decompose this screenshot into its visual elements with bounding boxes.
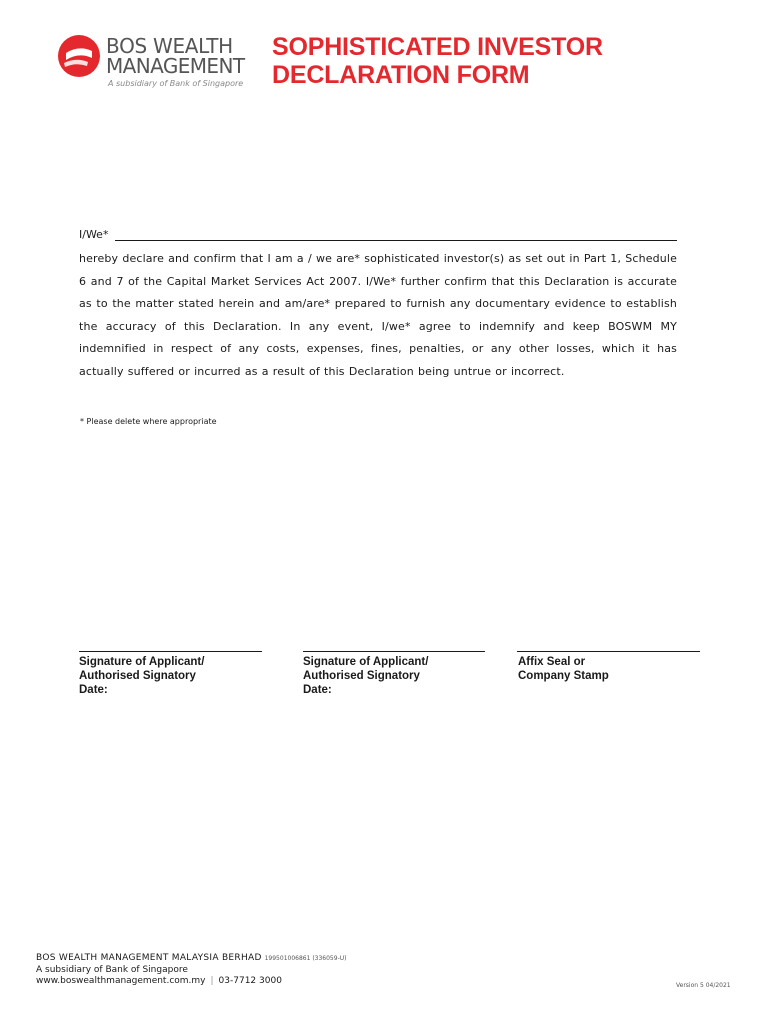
- delete-footnote: * Please delete where appropriate: [80, 417, 217, 426]
- footer-phone: 03-7712 3000: [218, 976, 282, 986]
- stamp-label: Company Stamp: [518, 670, 609, 682]
- logo-text-line2: MANAGEMENT: [106, 54, 245, 78]
- footer-company-row: [36, 953, 346, 965]
- signature-line-2[interactable]: [303, 651, 485, 652]
- company-stamp-block: [518, 655, 609, 683]
- signature-line-1[interactable]: [79, 651, 262, 652]
- company-logo: [56, 32, 256, 92]
- footer-subsidiary: A subsidiary of Bank of Singapore: [36, 964, 188, 975]
- logo-text-line1: BOS WEALTH: [106, 34, 233, 58]
- version-label: Version 5 04/2021: [676, 982, 731, 989]
- footer-website-link[interactable]: www.boswealthmanagement.com.my: [36, 976, 206, 986]
- logo-tagline: A subsidiary of Bank of Singapore: [108, 79, 244, 88]
- title-line2: DECLARATION FORM: [272, 61, 530, 89]
- signatory-label: Authorised Signatory: [303, 670, 420, 682]
- declaration-text: hereby declare and confirm that I am a / we are* sophisticated investor(s) as set out in Part 1, Schedule 6 and 7 of the Capital Market Services Act 2007. I/We* further confirm that this Declaration is accurate as to the matter stated herein and am/are* prepared to furnish any documentary evidence to establish the accuracy of this Declaration. In any event, I/we* agree to indemnify and keep BOSWM MY indemnified in respect of any costs, expenses, fines, penalties, or any other losses, which it has actually suffered or incurred as a result of this Declaration being untrue or incorrect.: [79, 252, 677, 378]
- bos-logo-mark-icon: [56, 33, 102, 79]
- title-line1: SOPHISTICATED INVESTOR: [272, 33, 603, 61]
- footer-registration: 199501006861 (336059-U): [264, 955, 347, 962]
- signatory-label: Authorised Signatory: [79, 670, 196, 682]
- footer-contact-row: [36, 976, 346, 988]
- signature-label: Signature of Applicant/: [79, 656, 205, 668]
- footer-company-name: BOS WEALTH MANAGEMENT MALAYSIA BERHAD: [36, 953, 262, 963]
- signature-label: Signature of Applicant/: [303, 656, 429, 668]
- declarant-prefix: I/We*: [79, 228, 109, 241]
- company-stamp-line[interactable]: [517, 651, 700, 652]
- page-footer: [36, 953, 346, 988]
- page-title: [272, 33, 603, 89]
- seal-label: Affix Seal or: [518, 656, 586, 668]
- date-label: Date:: [303, 684, 332, 696]
- declarant-name-field[interactable]: [115, 240, 677, 241]
- signature-block-1: [79, 655, 204, 697]
- footer-divider: |: [210, 976, 214, 986]
- date-label: Date:: [79, 684, 108, 696]
- signature-block-2: [303, 655, 428, 697]
